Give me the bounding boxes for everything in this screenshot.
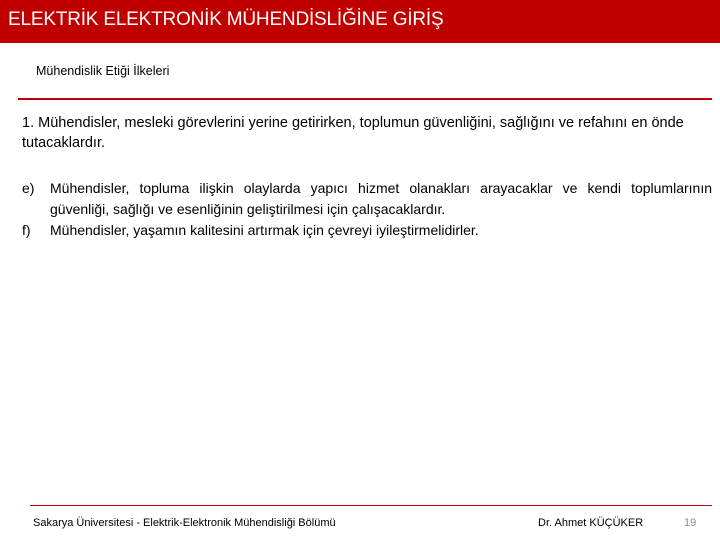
title-bar <box>0 0 720 43</box>
page-number: 19 <box>684 517 697 529</box>
list-item-text: Mühendisler, yaşamın kalitesini artırmak için çevreyi iyileştirmelidirler. <box>50 222 479 238</box>
principle-text: 1. Mühendisler, mesleki görevlerini yerine getirirken, toplumun güvenliğini, sağlığını ve refahını en önde tutacaklardır. <box>22 115 684 151</box>
list-item-marker: e) <box>22 180 35 196</box>
principle-items-list <box>22 178 712 241</box>
list-item <box>22 220 712 241</box>
slide-title: ELEKTRİK ELEKTRONİK MÜHENDİSLİĞİNE GİRİŞ <box>8 9 444 30</box>
footer-author: Dr. Ahmet KÜÇÜKER <box>538 517 644 529</box>
list-item <box>22 178 712 220</box>
footer-institution: Sakarya Üniversitesi - Elektrik-Elektronik Mühendisliği Bölümü <box>33 517 336 529</box>
list-item-text: Mühendisler, topluma ilişkin olaylarda yapıcı hizmet olanakları arayacaklar ve kendi toplumlarının güvenliği, sağlığı ve esenliğinin geliştirilmesi için çalışacaklardır. <box>50 180 712 217</box>
principle-divider <box>18 98 712 100</box>
slide-subtitle: Mühendislik Etiği İlkeleri <box>36 64 170 78</box>
list-item-marker: f) <box>22 222 31 238</box>
footer-divider <box>30 505 712 506</box>
